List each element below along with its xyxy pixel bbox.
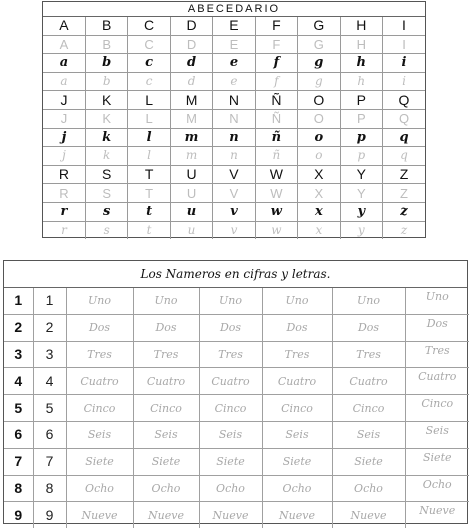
number-word-trace: Seis bbox=[66, 421, 133, 448]
alphabet-letter-cell: M bbox=[170, 109, 212, 128]
number-digit-bold: 9 bbox=[4, 502, 33, 528]
number-row bbox=[4, 448, 469, 475]
alphabet-letter-cell: y bbox=[340, 221, 382, 239]
alphabet-letter-cell: q bbox=[383, 128, 426, 147]
alphabet-letter-cell: S bbox=[85, 165, 127, 184]
number-word-trace: Ocho bbox=[405, 475, 469, 502]
alphabet-letter-cell: A bbox=[43, 35, 85, 54]
number-row bbox=[4, 421, 469, 448]
alphabet-letter-cell: L bbox=[128, 109, 170, 128]
alphabet-letter-cell: e bbox=[213, 54, 255, 73]
alphabet-title: ABECEDARIO bbox=[43, 2, 425, 17]
alphabet-letter-cell: P bbox=[340, 91, 382, 110]
alphabet-letter-cell: ñ bbox=[255, 128, 297, 147]
alphabet-letter-cell: r bbox=[43, 221, 85, 239]
alphabet-letter-cell: G bbox=[298, 35, 340, 54]
alphabet-letter-cell: N bbox=[213, 91, 255, 110]
alphabet-letter-cell: E bbox=[213, 17, 255, 35]
alphabet-letter-cell: B bbox=[85, 17, 127, 35]
alphabet-letter-cell: e bbox=[213, 72, 255, 91]
alphabet-letter-cell: V bbox=[213, 165, 255, 184]
alphabet-letter-cell: Ñ bbox=[255, 91, 297, 110]
alphabet-letter-cell: m bbox=[170, 147, 212, 166]
alphabet-letter-cell: Q bbox=[383, 91, 426, 110]
alphabet-letter-cell: D bbox=[170, 17, 212, 35]
alphabet-letter-cell: n bbox=[213, 147, 255, 166]
alphabet-letter-cell: c bbox=[128, 72, 170, 91]
number-word-trace: Seis bbox=[133, 421, 199, 448]
alphabet-letter-cell: D bbox=[170, 35, 212, 54]
alphabet-row bbox=[43, 202, 425, 221]
alphabet-letter-cell: x bbox=[298, 221, 340, 239]
alphabet-letter-cell: u bbox=[170, 221, 212, 239]
alphabet-letter-cell: v bbox=[213, 221, 255, 239]
number-word-trace: Ocho bbox=[332, 475, 405, 502]
number-digit: 8 bbox=[33, 475, 66, 502]
alphabet-letter-cell: O bbox=[298, 109, 340, 128]
number-digit-bold: 1 bbox=[4, 288, 33, 314]
alphabet-row bbox=[43, 221, 425, 239]
alphabet-letter-cell: a bbox=[43, 72, 85, 91]
number-word-trace: Dos bbox=[405, 314, 469, 341]
number-word-trace: Siete bbox=[133, 448, 199, 475]
number-digit-bold: 4 bbox=[4, 368, 33, 395]
alphabet-letter-cell: W bbox=[255, 184, 297, 203]
alphabet-letter-cell: V bbox=[213, 184, 255, 203]
number-digit-bold: 8 bbox=[4, 475, 33, 502]
number-word-trace: Seis bbox=[199, 421, 262, 448]
number-word-trace: Seis bbox=[405, 421, 469, 448]
alphabet-letter-cell: ñ bbox=[255, 147, 297, 166]
alphabet-letter-cell: M bbox=[170, 91, 212, 110]
number-row bbox=[4, 341, 469, 368]
number-digit: 7 bbox=[33, 448, 66, 475]
alphabet-letter-cell: l bbox=[128, 147, 170, 166]
alphabet-letter-cell: n bbox=[213, 128, 255, 147]
alphabet-letter-cell: s bbox=[85, 221, 127, 239]
alphabet-letter-cell: t bbox=[128, 202, 170, 221]
number-word-trace: Uno bbox=[66, 288, 133, 314]
alphabet-letter-cell: k bbox=[85, 128, 127, 147]
alphabet-letter-cell: u bbox=[170, 202, 212, 221]
alphabet-letter-cell: U bbox=[170, 165, 212, 184]
alphabet-letter-cell: v bbox=[213, 202, 255, 221]
alphabet-letter-cell: C bbox=[128, 35, 170, 54]
number-word-trace: Tres bbox=[199, 341, 262, 368]
number-word-trace: Seis bbox=[332, 421, 405, 448]
alphabet-letter-cell: C bbox=[128, 17, 170, 35]
number-digit: 6 bbox=[33, 421, 66, 448]
alphabet-letter-cell: R bbox=[43, 165, 85, 184]
alphabet-letter-cell: T bbox=[128, 184, 170, 203]
alphabet-letter-cell: t bbox=[128, 221, 170, 239]
alphabet-sheet bbox=[42, 1, 426, 238]
number-word-trace: Uno bbox=[332, 288, 405, 314]
alphabet-row bbox=[43, 91, 425, 110]
number-word-trace: Tres bbox=[133, 341, 199, 368]
number-word-trace: Cinco bbox=[332, 395, 405, 422]
alphabet-letter-cell: z bbox=[383, 202, 426, 221]
alphabet-letter-cell: N bbox=[213, 109, 255, 128]
alphabet-letter-cell: y bbox=[340, 202, 382, 221]
number-word-trace: Cinco bbox=[405, 395, 469, 422]
number-word-trace: Uno bbox=[199, 288, 262, 314]
alphabet-letter-cell: B bbox=[85, 35, 127, 54]
number-word-trace: Cinco bbox=[199, 395, 262, 422]
number-row bbox=[4, 475, 469, 502]
alphabet-letter-cell: h bbox=[340, 54, 382, 73]
number-word-trace: Siete bbox=[405, 448, 469, 475]
alphabet-letter-cell: O bbox=[298, 91, 340, 110]
number-row bbox=[4, 288, 469, 314]
alphabet-letter-cell: z bbox=[383, 221, 426, 239]
number-word-trace: Cinco bbox=[262, 395, 332, 422]
number-word-trace: Tres bbox=[262, 341, 332, 368]
alphabet-letter-cell: K bbox=[85, 109, 127, 128]
alphabet-letter-cell: b bbox=[85, 72, 127, 91]
alphabet-row bbox=[43, 165, 425, 184]
alphabet-letter-cell: W bbox=[255, 165, 297, 184]
alphabet-letter-cell: g bbox=[298, 72, 340, 91]
number-word-trace: Dos bbox=[133, 314, 199, 341]
number-word-trace: Tres bbox=[66, 341, 133, 368]
number-digit: 1 bbox=[33, 288, 66, 314]
alphabet-letter-cell: R bbox=[43, 184, 85, 203]
number-word-trace: Nueve bbox=[405, 502, 469, 528]
alphabet-letter-cell: g bbox=[298, 54, 340, 73]
number-word-trace: Ocho bbox=[66, 475, 133, 502]
number-digit-bold: 2 bbox=[4, 314, 33, 341]
number-word-trace: Tres bbox=[332, 341, 405, 368]
alphabet-letter-cell: f bbox=[255, 54, 297, 73]
alphabet-letter-cell: a bbox=[43, 54, 85, 73]
alphabet-letter-cell: Ñ bbox=[255, 109, 297, 128]
number-digit: 2 bbox=[33, 314, 66, 341]
alphabet-letter-cell: E bbox=[213, 35, 255, 54]
alphabet-letter-cell: J bbox=[43, 109, 85, 128]
number-word-trace: Siete bbox=[199, 448, 262, 475]
alphabet-letter-cell: Q bbox=[383, 109, 426, 128]
alphabet-row bbox=[43, 17, 425, 35]
numbers-grid bbox=[4, 288, 469, 528]
number-word-trace: Cuatro bbox=[405, 368, 469, 395]
alphabet-letter-cell: r bbox=[43, 202, 85, 221]
alphabet-letter-cell: s bbox=[85, 202, 127, 221]
alphabet-letter-cell: J bbox=[43, 91, 85, 110]
number-word-trace: Siete bbox=[332, 448, 405, 475]
number-word-trace: Uno bbox=[133, 288, 199, 314]
alphabet-letter-cell: m bbox=[170, 128, 212, 147]
alphabet-letter-cell: K bbox=[85, 91, 127, 110]
alphabet-row bbox=[43, 54, 425, 73]
alphabet-letter-cell: A bbox=[43, 17, 85, 35]
alphabet-letter-cell: p bbox=[340, 147, 382, 166]
alphabet-letter-cell: F bbox=[255, 17, 297, 35]
alphabet-letter-cell: X bbox=[298, 184, 340, 203]
number-digit-bold: 3 bbox=[4, 341, 33, 368]
numbers-sheet bbox=[3, 260, 468, 524]
number-word-trace: Seis bbox=[262, 421, 332, 448]
number-word-trace: Uno bbox=[405, 288, 469, 314]
number-word-trace: Cuatro bbox=[66, 368, 133, 395]
alphabet-letter-cell: k bbox=[85, 147, 127, 166]
number-word-trace: Nueve bbox=[66, 502, 133, 528]
alphabet-letter-cell: i bbox=[383, 54, 426, 73]
alphabet-letter-cell: U bbox=[170, 184, 212, 203]
alphabet-letter-cell: c bbox=[128, 54, 170, 73]
alphabet-letter-cell: i bbox=[383, 72, 426, 91]
alphabet-letter-cell: X bbox=[298, 165, 340, 184]
alphabet-letter-cell: d bbox=[170, 72, 212, 91]
alphabet-row bbox=[43, 35, 425, 54]
number-word-trace: Tres bbox=[405, 341, 469, 368]
number-word-trace: Cuatro bbox=[262, 368, 332, 395]
alphabet-letter-cell: f bbox=[255, 72, 297, 91]
number-row bbox=[4, 395, 469, 422]
number-word-trace: Cinco bbox=[66, 395, 133, 422]
number-word-trace: Nueve bbox=[199, 502, 262, 528]
alphabet-letter-cell: H bbox=[340, 35, 382, 54]
alphabet-letter-cell: T bbox=[128, 165, 170, 184]
alphabet-letter-cell: Z bbox=[383, 165, 426, 184]
alphabet-row bbox=[43, 128, 425, 147]
number-row bbox=[4, 368, 469, 395]
alphabet-letter-cell: P bbox=[340, 109, 382, 128]
number-word-trace: Siete bbox=[262, 448, 332, 475]
number-word-trace: Cuatro bbox=[332, 368, 405, 395]
number-digit: 9 bbox=[33, 502, 66, 528]
alphabet-letter-cell: H bbox=[340, 17, 382, 35]
number-digit-bold: 7 bbox=[4, 448, 33, 475]
alphabet-letter-cell: b bbox=[85, 54, 127, 73]
number-word-trace: Cuatro bbox=[133, 368, 199, 395]
alphabet-letter-cell: I bbox=[383, 35, 426, 54]
alphabet-letter-cell: F bbox=[255, 35, 297, 54]
number-word-trace: Nueve bbox=[262, 502, 332, 528]
number-row bbox=[4, 502, 469, 528]
alphabet-letter-cell: I bbox=[383, 17, 426, 35]
alphabet-letter-cell: h bbox=[340, 72, 382, 91]
alphabet-letter-cell: w bbox=[255, 202, 297, 221]
alphabet-letter-cell: x bbox=[298, 202, 340, 221]
alphabet-letter-cell: o bbox=[298, 128, 340, 147]
number-digit: 5 bbox=[33, 395, 66, 422]
alphabet-letter-cell: p bbox=[340, 128, 382, 147]
number-word-trace: Ocho bbox=[199, 475, 262, 502]
alphabet-letter-cell: L bbox=[128, 91, 170, 110]
alphabet-letter-cell: d bbox=[170, 54, 212, 73]
numbers-title: Los Nameros en cifras y letras. bbox=[4, 261, 467, 288]
alphabet-grid bbox=[43, 17, 425, 239]
alphabet-letter-cell: Z bbox=[383, 184, 426, 203]
alphabet-letter-cell: j bbox=[43, 147, 85, 166]
number-digit-bold: 5 bbox=[4, 395, 33, 422]
alphabet-letter-cell: l bbox=[128, 128, 170, 147]
number-digit-bold: 6 bbox=[4, 421, 33, 448]
alphabet-letter-cell: Y bbox=[340, 165, 382, 184]
number-word-trace: Nueve bbox=[332, 502, 405, 528]
number-word-trace: Dos bbox=[332, 314, 405, 341]
alphabet-row bbox=[43, 147, 425, 166]
number-word-trace: Dos bbox=[199, 314, 262, 341]
alphabet-letter-cell: S bbox=[85, 184, 127, 203]
number-word-trace: Dos bbox=[262, 314, 332, 341]
number-word-trace: Dos bbox=[66, 314, 133, 341]
alphabet-letter-cell: q bbox=[383, 147, 426, 166]
number-digit: 4 bbox=[33, 368, 66, 395]
alphabet-letter-cell: o bbox=[298, 147, 340, 166]
number-digit: 3 bbox=[33, 341, 66, 368]
number-word-trace: Cinco bbox=[133, 395, 199, 422]
number-word-trace: Ocho bbox=[133, 475, 199, 502]
number-word-trace: Uno bbox=[262, 288, 332, 314]
number-row bbox=[4, 314, 469, 341]
number-word-trace: Nueve bbox=[133, 502, 199, 528]
number-word-trace: Siete bbox=[66, 448, 133, 475]
number-word-trace: Ocho bbox=[262, 475, 332, 502]
alphabet-letter-cell: j bbox=[43, 128, 85, 147]
alphabet-row bbox=[43, 109, 425, 128]
alphabet-letter-cell: Y bbox=[340, 184, 382, 203]
number-word-trace: Cuatro bbox=[199, 368, 262, 395]
alphabet-letter-cell: G bbox=[298, 17, 340, 35]
alphabet-letter-cell: w bbox=[255, 221, 297, 239]
alphabet-row bbox=[43, 72, 425, 91]
alphabet-row bbox=[43, 184, 425, 203]
